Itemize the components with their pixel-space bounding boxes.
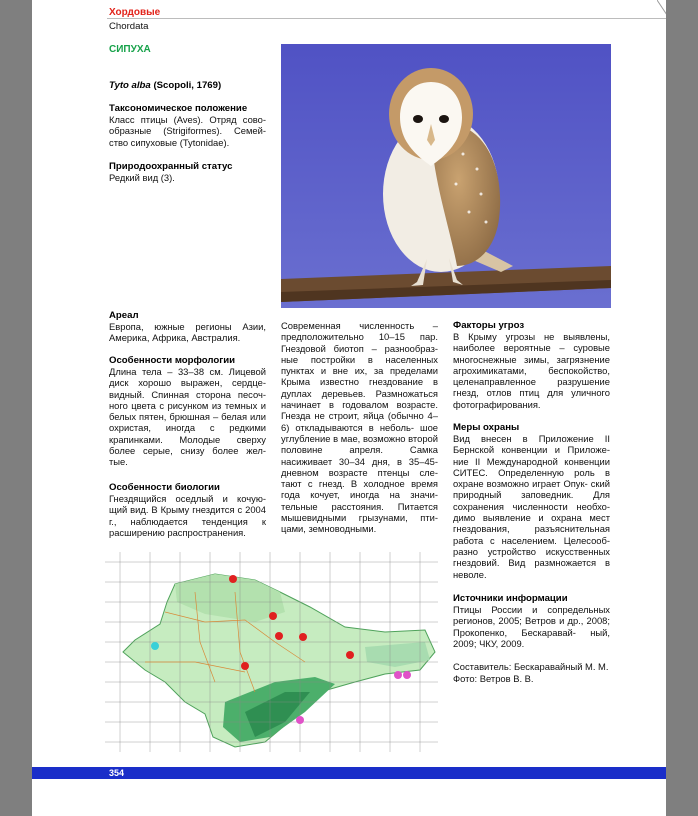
latin-author: (Scopoli, 1769)	[153, 80, 222, 91]
protection-text: Вид внесен в Приложение II Бернской конвенции и Приложе- ние II Международной конвенции СИТЕС. Определенную роль в охране возможно играет Опук- ский природный заповедник. Для сохранения численности необхо- димо выявление и охрана мест гнездования, разъяснительная работа с населением. Целесооб- разно устройство искусственных гнездовий. Вид размножается в неволе.	[453, 433, 610, 580]
sources-heading: Источники информации	[453, 593, 568, 604]
threats-text: В Крыму угрозы не выявлены, наиболее вероятные – суровые многоснежные зимы, загрязнение агрохимикатами, беспокойство, целенаправленное разрушение гнезд, отлов птиц для уличного фотографирования.	[453, 331, 610, 410]
compiler-credit: Составитель: Бескаравайный М. М.	[453, 661, 609, 672]
photo-credit: Фото: Ветров В. В.	[453, 673, 534, 684]
threats-heading: Факторы угроз	[453, 320, 525, 331]
status-heading: Природоохранный статус	[109, 161, 233, 172]
map-svg	[105, 552, 438, 752]
population-text: Современная численность – предположительно 10–15 пар. Гнездовой биотоп – разнообраз- ные постройки в населенных пунктах и вне их, за пределами Крыма известно гнездование в дуплах деревьев. Размножаться начинает в годовалом возрасте. Гнезда не строит, яйца (обычно 4–6) откладываются в неболь- шое углубление в мае, возможно второй половине апреля. Самка насиживает 30–34 дня, в 35–45- дневном возрасте птенцы сле- тают с гнезд. В холодное время года кочует, иногда на значи- тельные расстояния. Питается мышевидными грызунами, пти- цами, земноводными.	[281, 320, 438, 535]
biology-heading: Особенности биологии	[109, 482, 220, 493]
latin-name	[109, 80, 221, 91]
barn-owl-illustration	[281, 44, 611, 308]
footer-bar	[32, 767, 666, 779]
protection-heading: Меры охраны	[453, 422, 520, 433]
range-text: Европа, южные регионы Азии, Америка, Африка, Австралия.	[109, 321, 266, 344]
taxonomy-text: Класс птицы (Aves). Отряд сово- образные (Strigiformes). Семей- ство сипуховые (Tytonidae).	[109, 114, 266, 148]
category-latin: Chordata	[109, 21, 149, 32]
range-heading: Ареал	[109, 310, 139, 321]
crimea-distribution-map	[105, 552, 438, 752]
taxonomy-heading: Таксономическое положение	[109, 103, 248, 114]
latin-binomial: Tyto alba	[109, 80, 151, 91]
category-title: Хордовые	[109, 7, 161, 18]
page-number: 354	[109, 768, 125, 778]
biology-text: Гнездящийся оседлый и кочую- щий вид. В Крыму гнездится с 2004 г., наблюдается тенденция к расширению распространения.	[109, 493, 266, 538]
book-page	[32, 0, 666, 816]
header-rule	[107, 18, 666, 19]
morphology-text: Длина тела – 33–38 см. Лицевой диск хорошо выражен, сердце- видный. Спинная сторона песоч- ного цвета с рисунком из темных и белых пятен, брюшная – белая или охристая, иногда с редкими крапинками. Молодые сверху более серые, снизу более жел- тые.	[109, 366, 266, 468]
species-name: СИПУХА	[109, 44, 151, 55]
morphology-heading: Особенности морфологии	[109, 355, 236, 366]
corner-mark	[657, 0, 666, 18]
owl-photo	[281, 44, 611, 308]
sources-text: Птицы России и сопредельных регионов, 2005; Ветров и др., 2008; Прокопенко, Бескаравай- ный, 2009; ЧКУ, 2009.	[453, 604, 610, 649]
status-text: Редкий вид (3).	[109, 172, 175, 183]
